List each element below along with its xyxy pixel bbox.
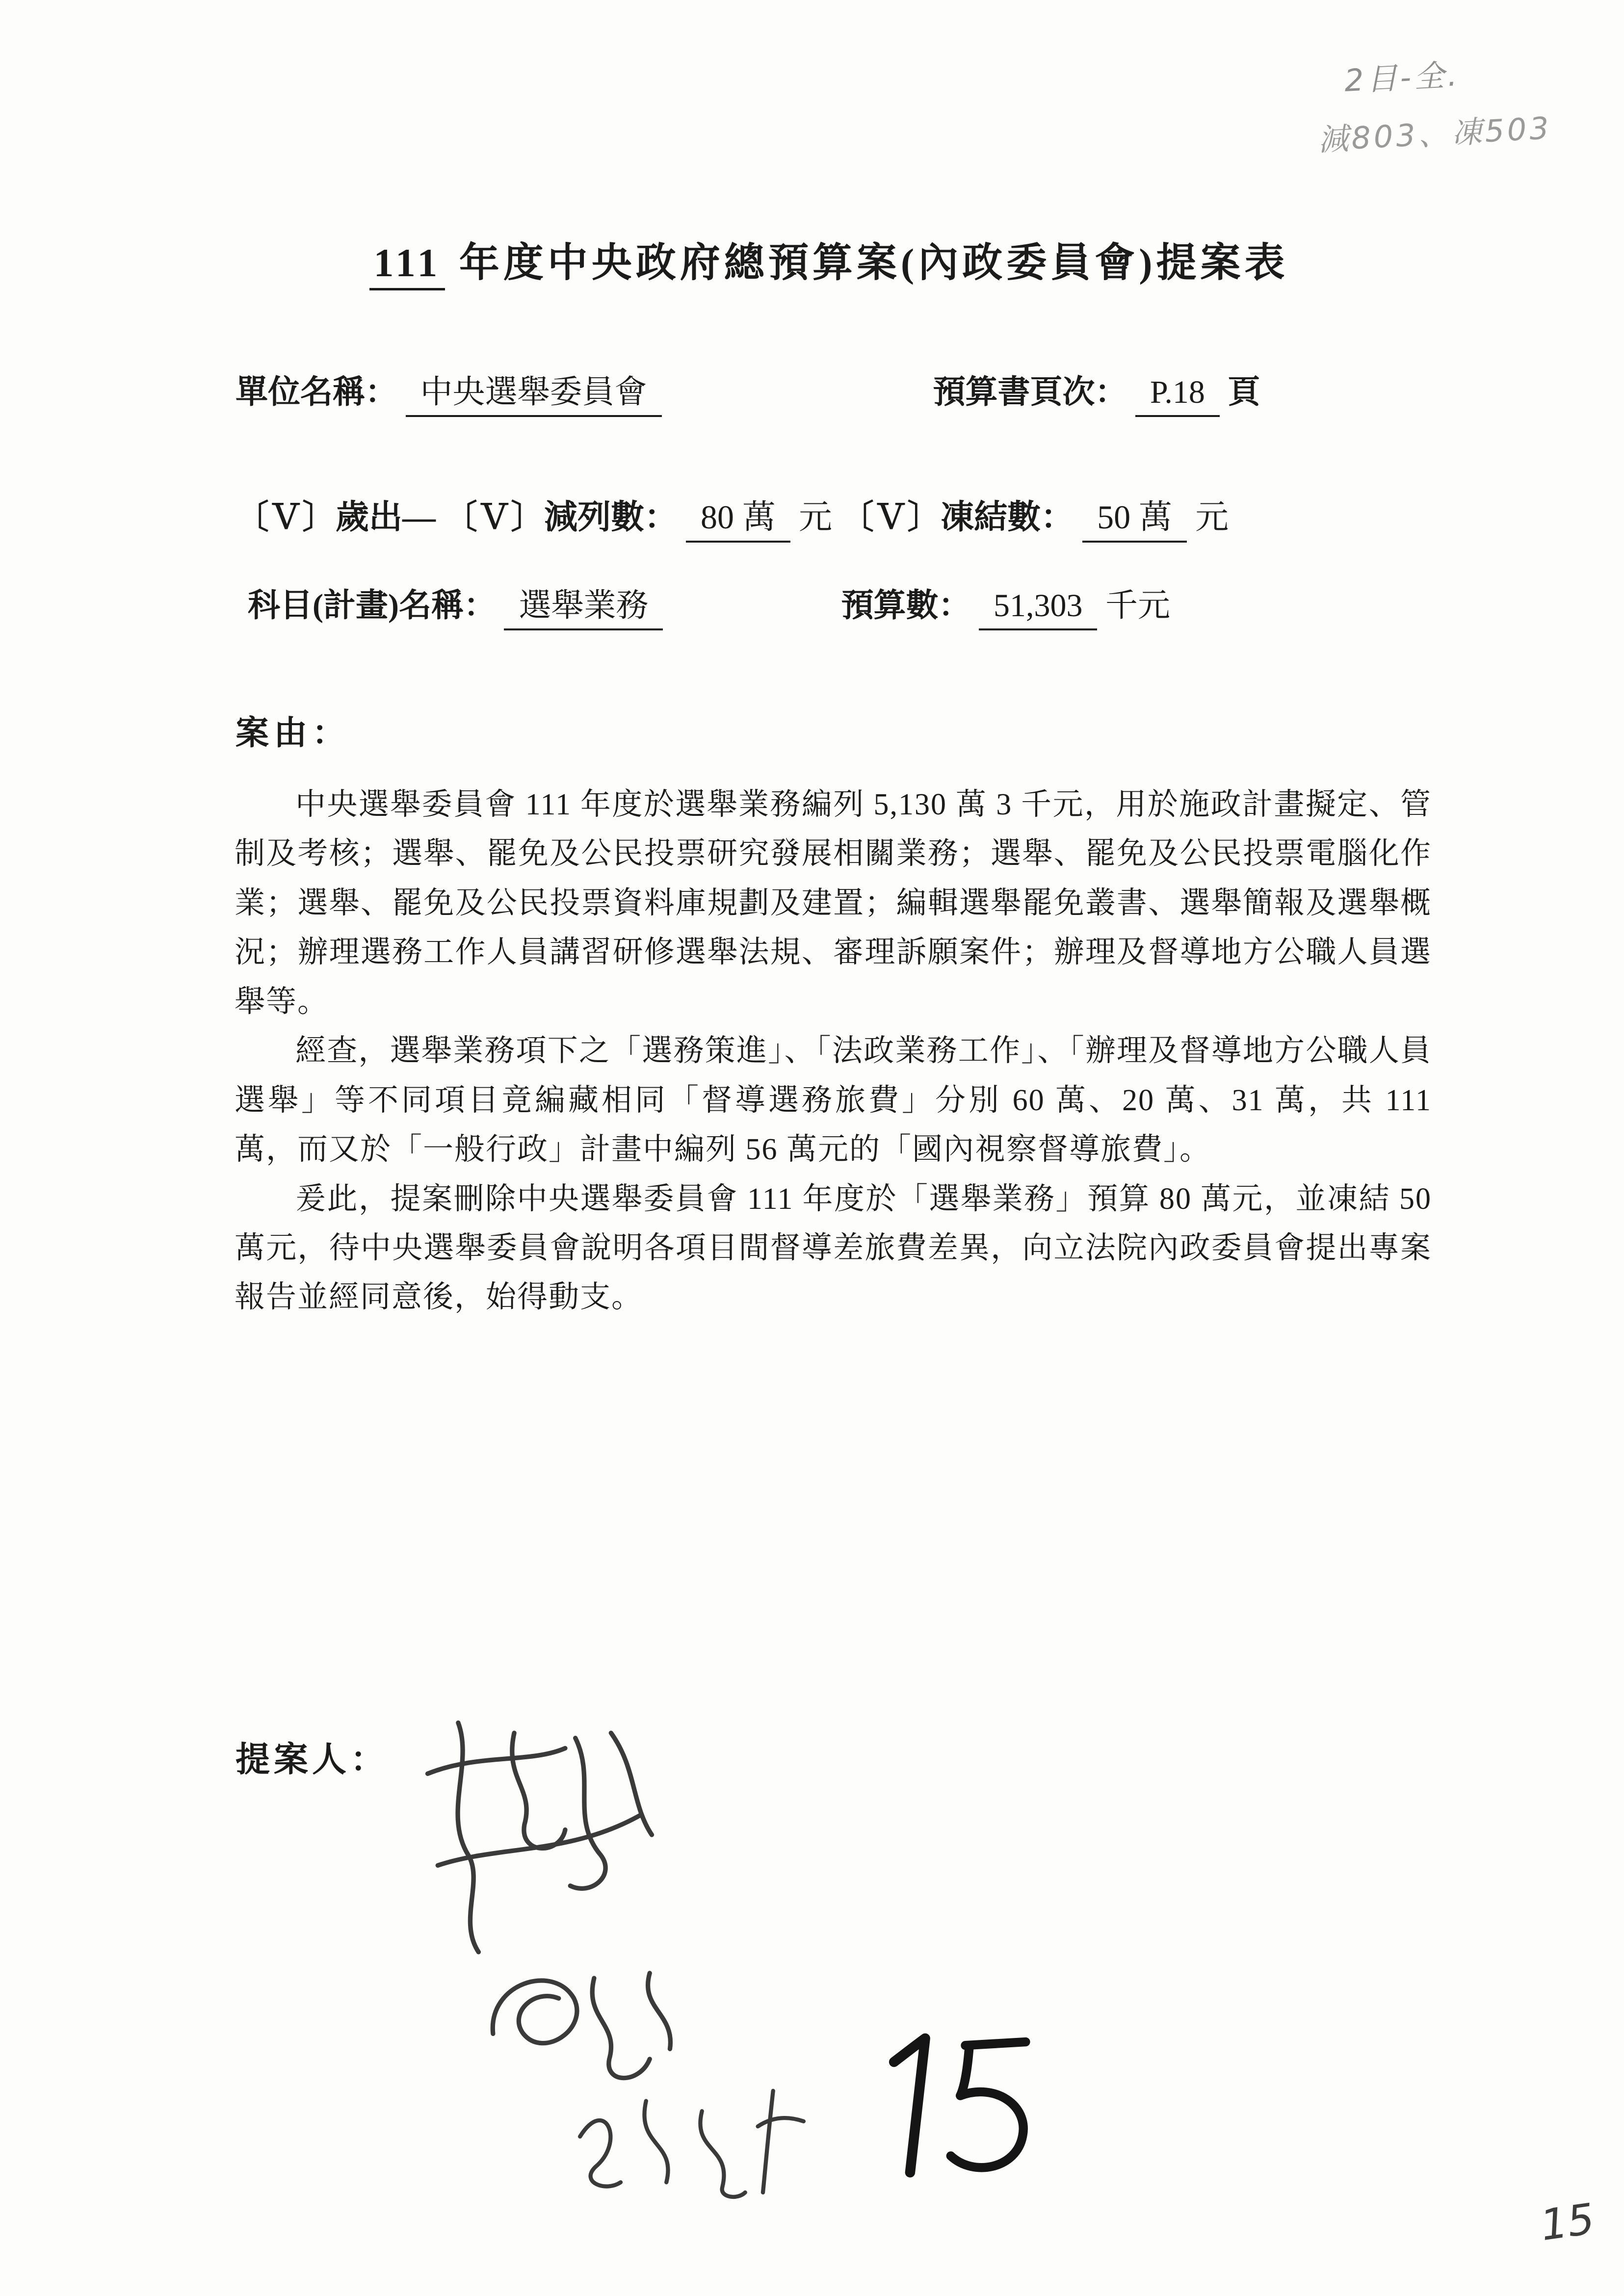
subject-name-label: 科目(計畫)名稱： [248, 588, 496, 624]
budget-book-page-label: 預算書頁次： [933, 374, 1127, 410]
handwritten-number-15 [849, 2016, 1060, 2193]
budget-amount-unit: 千元 [1105, 588, 1170, 624]
case-reason-label: 案由： [236, 714, 351, 752]
handwritten-15-strokes [849, 2016, 1060, 2193]
signature-3-strokes [559, 2065, 824, 2208]
expenditure-checkbox-label: 〔Ｖ〕歲出— [236, 498, 436, 536]
case-paragraph-3: 爰此，提案刪除中央選舉委員會 111 年度於「選舉業務」預算 80 萬元，並凍結 50 萬元，待中央選舉委員會說明各項目間督導差旅費差異，向立法院內政委員會提出專案報告並經同意後，始得動支。 [235, 1182, 1432, 1314]
budget-book-page-suffix: 頁 [1228, 374, 1260, 410]
document-title [231, 231, 1428, 288]
case-body [235, 780, 1432, 1322]
handwritten-note-line-2: 減803、凍503 [1317, 109, 1553, 158]
freeze-amount-value: 50 萬 [1082, 498, 1187, 543]
cut-checkbox-label: 〔Ｖ〕減列數： [444, 498, 678, 536]
subject-name-value: 選舉業務 [504, 588, 663, 630]
signature-1 [393, 1702, 687, 1967]
freeze-amount-unit: 元 [1195, 498, 1229, 536]
proposer-label: 提案人： [236, 1741, 389, 1779]
signature-1-strokes [393, 1702, 687, 1967]
unit-row [236, 365, 1447, 412]
unit-name-value: 中央選舉委員會 [406, 374, 662, 417]
handwritten-note-top-right [1317, 41, 1553, 167]
subject-row [248, 579, 1447, 626]
signature-3 [559, 2065, 824, 2208]
cut-amount-value: 80 萬 [686, 498, 790, 543]
case-paragraph-2: 經查，選舉業務項下之「選務策進」、「法政業務工作」、「辦理及督導地方公職人員選舉」等不同項目竟編藏相同「督導選務旅費」分別 60 萬、20 萬、31 萬，共 111 萬，而又於「一般行政」計畫中編列 56 萬元的「國內視察督導旅費」。 [235, 1034, 1432, 1167]
case-paragraph-1: 中央選舉委員會 111 年度於選舉業務編列 5,130 萬 3 千元，用於施政計畫擬定、管制及考核；選舉、罷免及公民投票研究發展相關業務；選舉、罷免及公民投票電腦化作業；選舉、罷免及公民投票資料庫規劃及建置；編輯選舉罷免叢書、選舉簡報及選舉概況；辦理選務工作人員講習研修選舉法規、審理訴願案件；辦理及督導地方公職人員選舉等。 [235, 788, 1432, 1018]
budget-amount-label: 預算數： [841, 588, 971, 624]
budget-amount-value: 51,303 [979, 588, 1098, 630]
cut-amount-unit: 元 [799, 498, 833, 536]
unit-name-label: 單位名稱： [236, 374, 397, 410]
title-text: 年度中央政府總預算案(內政委員會)提案表 [445, 240, 1289, 285]
page-number: 15 [1537, 2194, 1598, 2251]
budget-book-page-value: P.18 [1135, 374, 1220, 417]
freeze-checkbox-label: 〔Ｖ〕凍結數： [840, 498, 1074, 536]
amount-row [236, 491, 1447, 538]
handwritten-note-line-1: 2目-全. [1343, 56, 1461, 99]
title-year-number: 111 [369, 240, 445, 290]
